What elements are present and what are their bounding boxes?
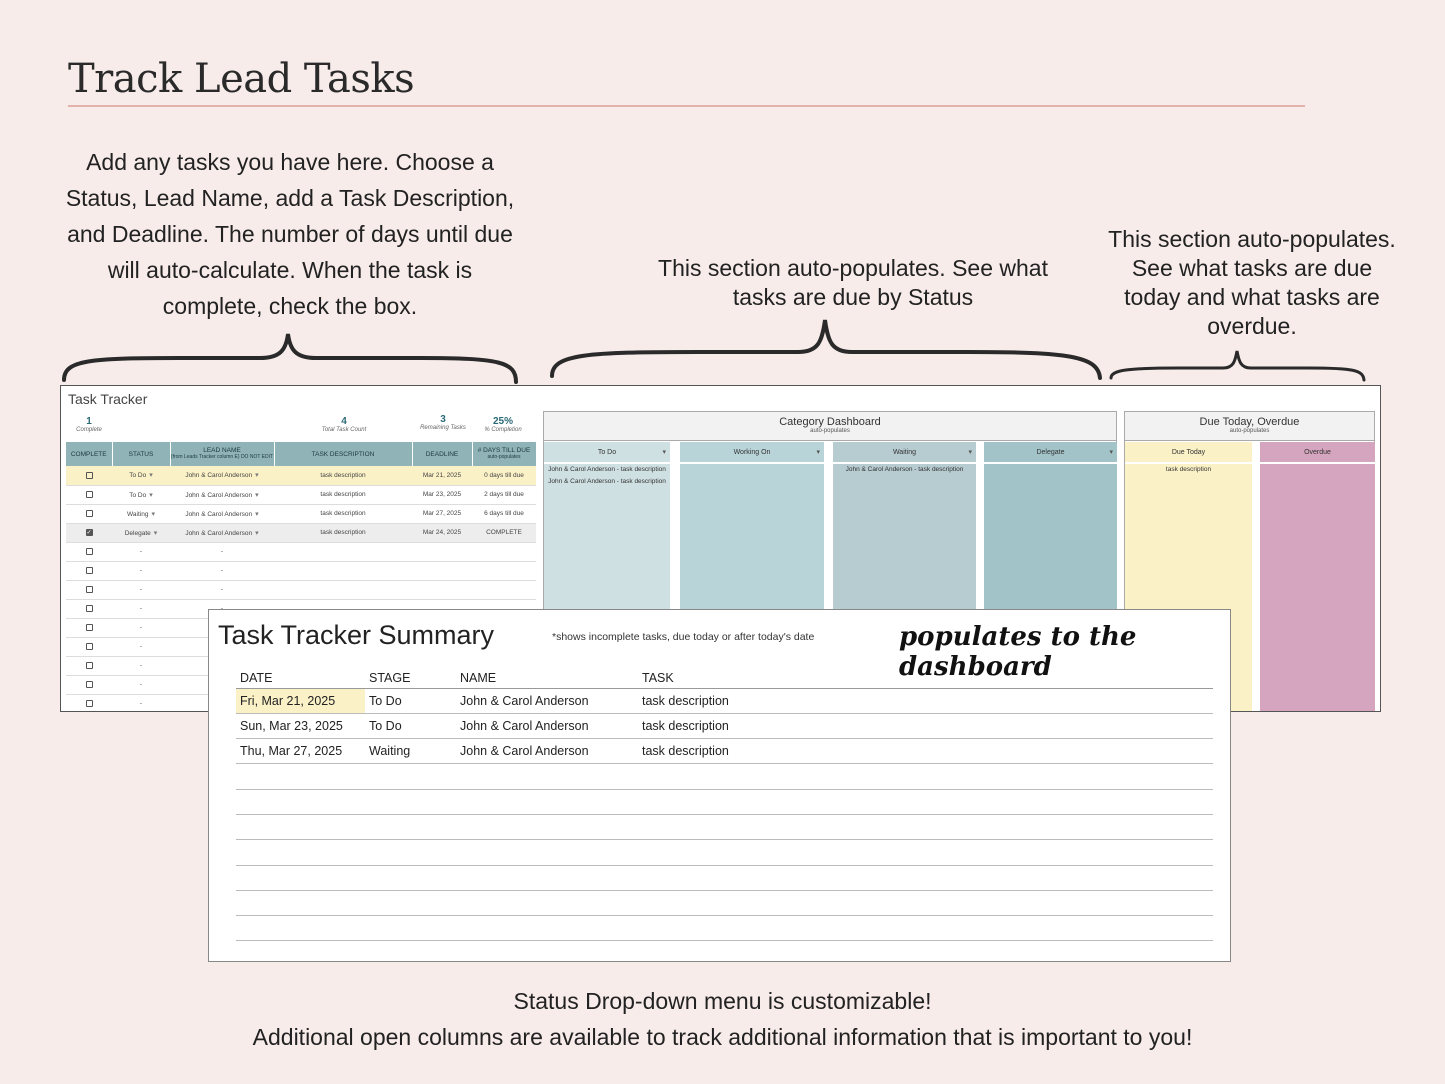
summary-date: Sun, Mar 23, 2025 bbox=[236, 713, 365, 738]
note-status-section: This section auto-populates. See what tasks are due by Status bbox=[658, 255, 1048, 310]
complete-checkbox[interactable] bbox=[86, 491, 93, 498]
title-divider bbox=[68, 105, 1305, 107]
chevron-down-icon: ▾ bbox=[149, 491, 153, 499]
days-cell: 2 days till due bbox=[472, 485, 536, 504]
status-select[interactable]: Waiting ▾ bbox=[112, 504, 170, 523]
chevron-down-icon: ▾ bbox=[151, 510, 155, 518]
summary-title: Task Tracker Summary bbox=[218, 620, 495, 650]
status-select[interactable]: - bbox=[112, 637, 170, 656]
column-header-waiting[interactable]: Waiting ▾ bbox=[833, 442, 976, 464]
due-dashboard-header: Due Today, Overdue auto-populates bbox=[1125, 412, 1374, 441]
summary-stage: To Do bbox=[365, 713, 456, 738]
status-select[interactable]: - bbox=[112, 561, 170, 580]
column-header-delegate[interactable]: Delegate ▾ bbox=[984, 442, 1117, 464]
complete-checkbox[interactable] bbox=[86, 681, 93, 688]
summary-task: task description bbox=[638, 739, 1213, 764]
complete-checkbox[interactable] bbox=[86, 472, 93, 479]
column-header-to-do[interactable]: To Do ▾ bbox=[544, 442, 670, 464]
table-row-empty bbox=[236, 789, 1213, 814]
status-select[interactable]: - bbox=[112, 694, 170, 712]
table-row-empty bbox=[236, 840, 1213, 865]
days-cell: 0 days till due bbox=[472, 466, 536, 485]
task-cell[interactable]: task description bbox=[274, 504, 412, 523]
col-header-deadline: DEADLINE bbox=[412, 442, 472, 466]
chevron-down-icon: ▾ bbox=[662, 449, 666, 456]
col-header-days: # DAYS TILL DUE auto-populates bbox=[472, 442, 536, 466]
column-overdue bbox=[1260, 442, 1375, 712]
stat-complete: 1 Complete bbox=[76, 416, 102, 433]
col-header-task: TASK DESCRIPTION bbox=[274, 442, 412, 466]
complete-checkbox[interactable] bbox=[86, 567, 93, 574]
complete-checkbox[interactable] bbox=[86, 700, 93, 707]
chevron-down-icon: ▾ bbox=[968, 449, 972, 456]
chevron-down-icon: ▾ bbox=[153, 529, 158, 537]
tracker-title: Task Tracker bbox=[68, 391, 148, 407]
stat-total: 4 Total Task Count bbox=[321, 416, 367, 433]
days-cell: 6 days till due bbox=[472, 504, 536, 523]
table-row-empty bbox=[236, 916, 1213, 941]
script-annotation: populates to the dashboard bbox=[899, 622, 1137, 682]
summary-stage: Waiting bbox=[365, 739, 456, 764]
table-row-empty bbox=[66, 561, 536, 580]
table-row-empty bbox=[236, 764, 1213, 789]
task-tracker-summary bbox=[208, 609, 1231, 962]
summary-name: John & Carol Anderson bbox=[456, 688, 638, 713]
table-row-empty bbox=[66, 580, 536, 599]
page-title: Track Lead Tasks bbox=[68, 56, 415, 102]
chevron-down-icon: ▾ bbox=[255, 529, 259, 537]
summary-task: task description bbox=[638, 713, 1213, 738]
table-row-empty bbox=[236, 890, 1213, 915]
summary-header-name: NAME bbox=[456, 668, 638, 688]
table-row-empty bbox=[236, 814, 1213, 839]
list-item: John & Carol Anderson - task description bbox=[845, 466, 964, 473]
status-select[interactable]: - bbox=[112, 675, 170, 694]
table-row bbox=[66, 523, 536, 542]
note-task-entry: Add any tasks you have here. Choose a Status, Lead Name, add a Task Description, and Deadline. The number of days until due will auto-calculate. When the task is complete, check the box. bbox=[65, 149, 515, 319]
status-select[interactable]: - bbox=[112, 618, 170, 637]
table-row bbox=[66, 485, 536, 504]
chevron-down-icon: ▾ bbox=[816, 449, 820, 456]
summary-header-task: TASK bbox=[638, 668, 1213, 688]
summary-stage: To Do bbox=[365, 688, 456, 713]
summary-date: Thu, Mar 27, 2025 bbox=[236, 739, 365, 764]
column-header-working-on[interactable]: Working On ▾ bbox=[680, 442, 824, 464]
chevron-down-icon: ▾ bbox=[255, 472, 259, 480]
status-select[interactable]: - bbox=[112, 580, 170, 599]
deadline-cell[interactable]: Mar 23, 2025 bbox=[412, 485, 472, 504]
summary-header-stage: STAGE bbox=[365, 668, 456, 688]
column-header-due-today: Due Today bbox=[1125, 442, 1252, 464]
col-header-status: STATUS bbox=[112, 442, 170, 466]
curly-brace-middle bbox=[548, 316, 1104, 382]
chevron-down-icon: ▾ bbox=[255, 510, 259, 518]
col-header-lead-name: LEAD NAME (from Leads Tracker column E) DO NOT EDIT bbox=[170, 442, 274, 466]
stat-completion: 25% % Completion bbox=[484, 416, 522, 433]
deadline-cell[interactable]: Mar 21, 2025 bbox=[412, 466, 472, 485]
lead-name-select[interactable]: - bbox=[170, 561, 274, 580]
summary-name: John & Carol Anderson bbox=[456, 713, 638, 738]
lead-name-select[interactable]: John & Carol Anderson ▾ bbox=[170, 523, 274, 542]
chevron-down-icon: ▾ bbox=[149, 472, 153, 480]
table-row bbox=[236, 739, 1213, 764]
summary-note: *shows incomplete tasks, due today or after today's date bbox=[552, 631, 815, 643]
summary-header-date: DATE bbox=[236, 668, 365, 688]
complete-checkbox[interactable] bbox=[86, 662, 93, 669]
table-row bbox=[66, 466, 536, 485]
days-cell: COMPLETE bbox=[472, 523, 536, 542]
status-select[interactable]: To Do ▾ bbox=[112, 466, 170, 485]
stat-remaining: 3 Remaining Tasks bbox=[420, 414, 466, 431]
list-item: John & Carol Anderson - task description bbox=[548, 466, 666, 473]
table-row-empty bbox=[66, 542, 536, 561]
deadline-cell[interactable]: Mar 27, 2025 bbox=[412, 504, 472, 523]
table-row-empty bbox=[236, 865, 1213, 890]
list-item: John & Carol Anderson - task description bbox=[548, 478, 666, 485]
chevron-down-icon: ▾ bbox=[1109, 449, 1113, 456]
chevron-down-icon: ▾ bbox=[255, 491, 259, 499]
lead-name-select[interactable]: John & Carol Anderson ▾ bbox=[170, 485, 274, 504]
complete-checkbox[interactable] bbox=[86, 605, 93, 612]
footer-note-1: Status Drop-down menu is customizable! bbox=[513, 988, 932, 1014]
column-header-overdue: Overdue bbox=[1260, 442, 1375, 464]
complete-checkbox[interactable] bbox=[86, 510, 93, 517]
task-cell[interactable]: task description bbox=[274, 466, 412, 485]
list-item: task description bbox=[1165, 466, 1212, 473]
table-row bbox=[236, 688, 1213, 713]
footer-note-2: Additional open columns are available to track additional information that is important to you! bbox=[252, 1024, 1193, 1050]
summary-date: Fri, Mar 21, 2025 bbox=[236, 688, 365, 713]
complete-checkbox[interactable] bbox=[86, 643, 93, 650]
table-row bbox=[66, 504, 536, 523]
curly-brace-right bbox=[1108, 348, 1368, 382]
complete-checkbox[interactable] bbox=[86, 624, 93, 631]
col-header-complete: COMPLETE bbox=[66, 442, 112, 466]
summary-table bbox=[236, 668, 1213, 941]
table-row bbox=[236, 713, 1213, 738]
deadline-cell[interactable]: Mar 24, 2025 bbox=[412, 523, 472, 542]
task-cell[interactable]: task description bbox=[274, 523, 412, 542]
lead-name-select[interactable]: John & Carol Anderson ▾ bbox=[170, 504, 274, 523]
complete-checkbox[interactable] bbox=[86, 586, 93, 593]
status-select[interactable]: Delegate ▾ bbox=[112, 523, 170, 542]
lead-name-select[interactable]: - bbox=[170, 542, 274, 561]
task-cell[interactable]: task description bbox=[274, 485, 412, 504]
complete-checkbox[interactable] bbox=[86, 548, 93, 555]
note-due-section: This section auto-populates. See what tasks are due today and what tasks are overdue. bbox=[1108, 226, 1396, 339]
lead-name-select[interactable]: John & Carol Anderson ▾ bbox=[170, 466, 274, 485]
status-select[interactable]: - bbox=[112, 656, 170, 675]
category-dashboard-header: Category Dashboard auto-populates bbox=[544, 412, 1116, 441]
curly-brace-left bbox=[60, 330, 520, 386]
summary-name: John & Carol Anderson bbox=[456, 739, 638, 764]
summary-task: task description bbox=[638, 688, 1213, 713]
complete-checkbox[interactable]: ✓ bbox=[86, 529, 92, 536]
lead-name-select[interactable]: - bbox=[170, 580, 274, 599]
status-select[interactable]: - bbox=[112, 542, 170, 561]
status-select[interactable]: To Do ▾ bbox=[112, 485, 170, 504]
status-select[interactable]: - bbox=[112, 599, 170, 618]
